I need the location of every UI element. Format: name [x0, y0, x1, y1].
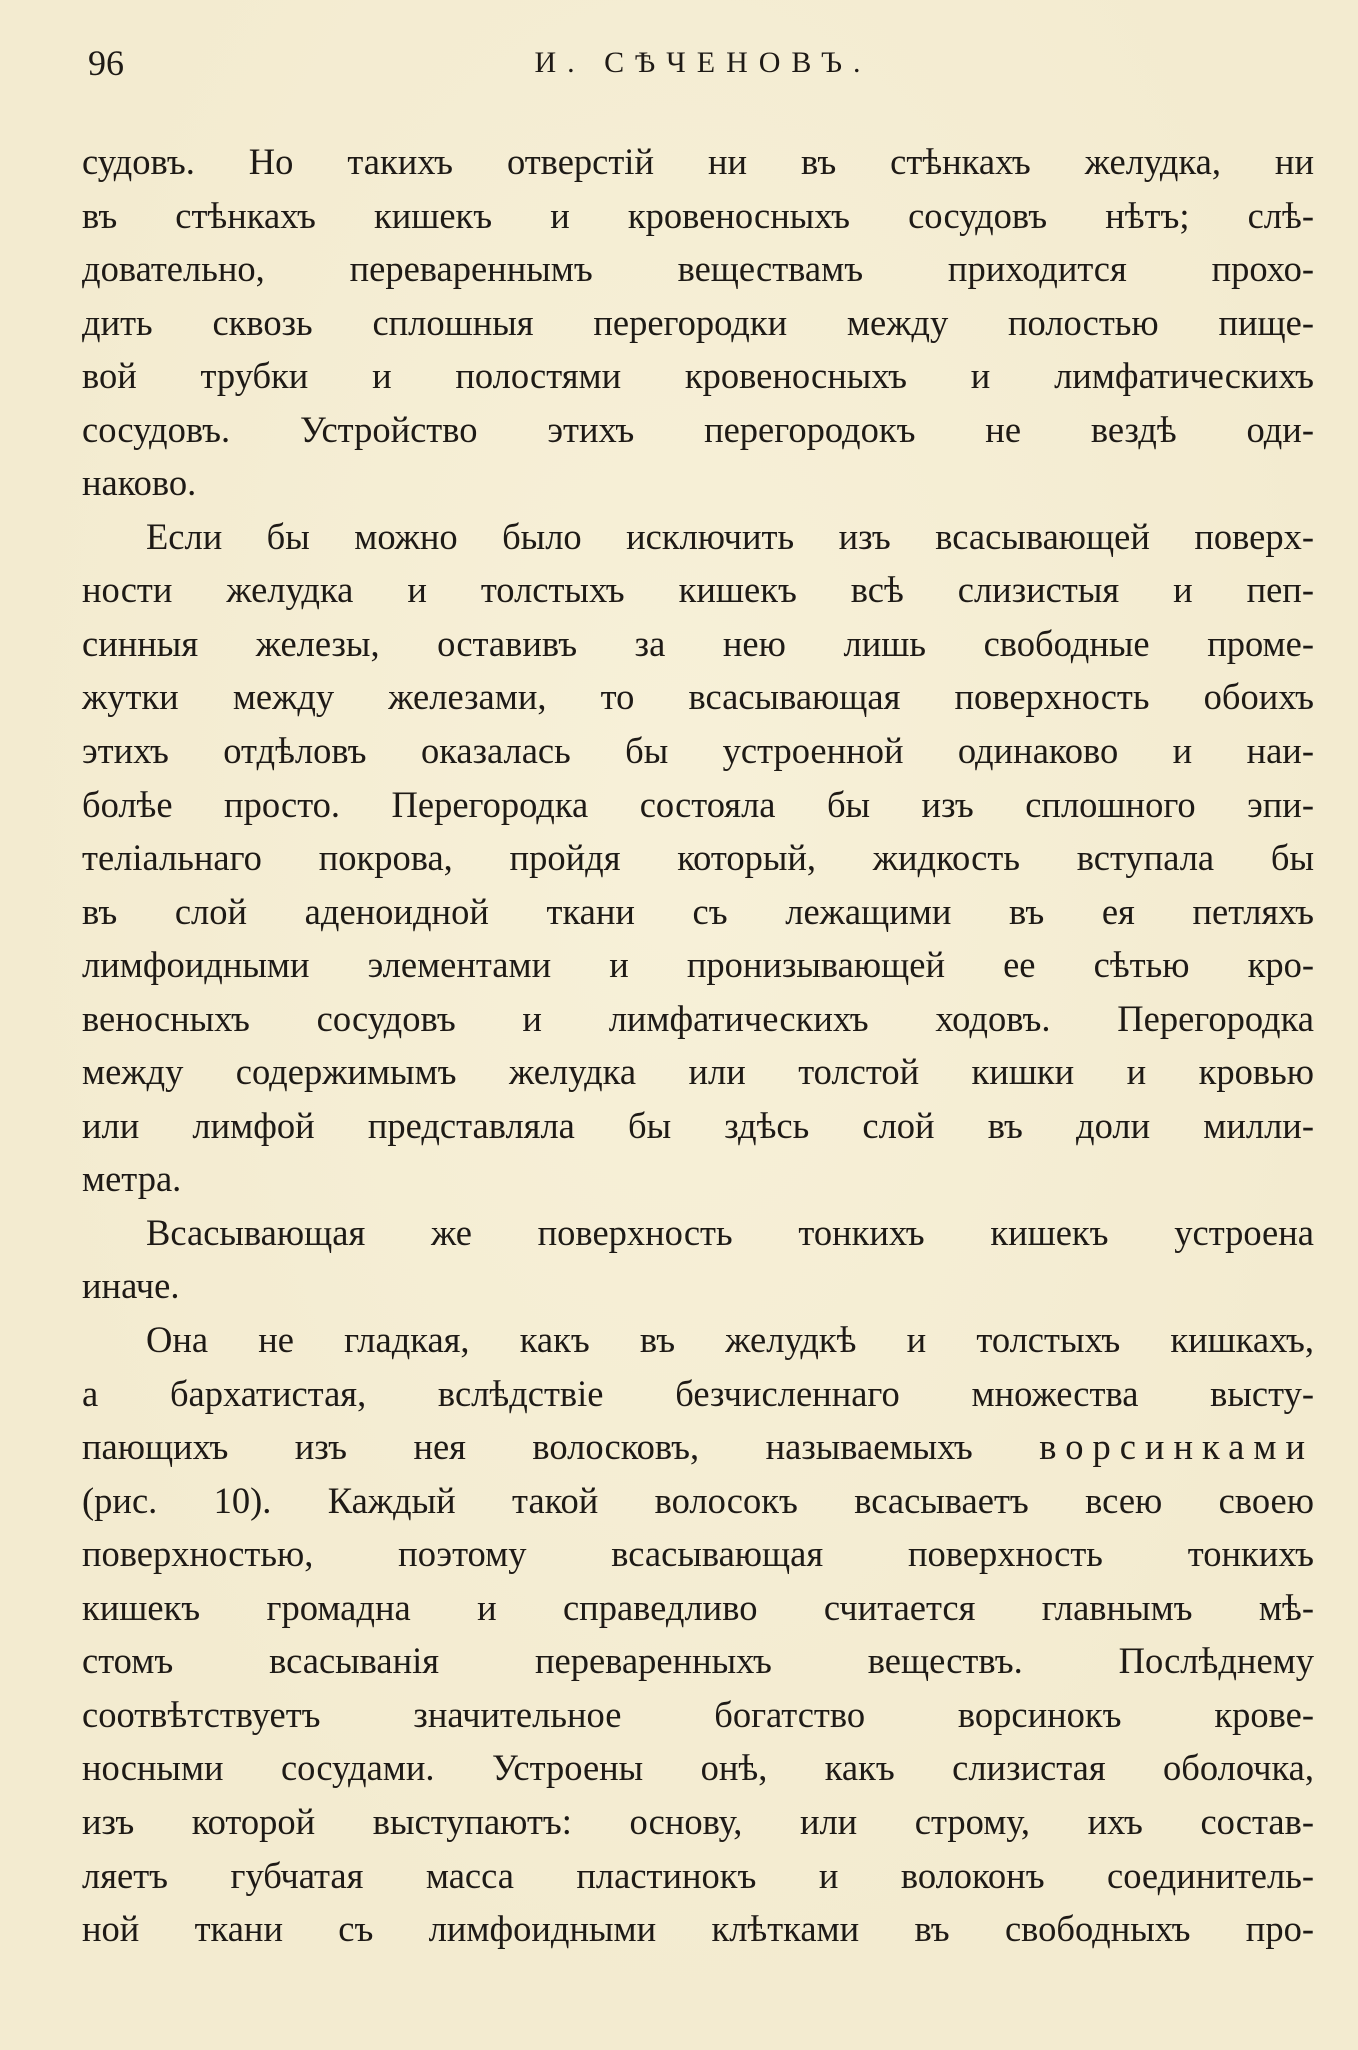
- text-line: иначе.: [82, 1265, 180, 1307]
- page-number: 96: [88, 43, 124, 83]
- text-segment: пающихъ изъ нея волосковъ, называемыхъ: [82, 1426, 973, 1468]
- text-line: Всасывающая же поверхность тонкихъ кишекъ устроена: [146, 1211, 1314, 1253]
- text-line: ляетъ губчатая масса пластинокъ и волоконъ соединитель-: [82, 1854, 1314, 1896]
- text-line: или лимфой представляла бы здѣсь слой въ доли милли-: [82, 1104, 1314, 1146]
- text-line: стомъ всасыванія переваренныхъ веществъ. Послѣднему: [82, 1640, 1314, 1682]
- text-line: вой трубки и полостями кровеносныхъ и лимфатическихъ: [82, 355, 1314, 397]
- text-line: а бархатистая, вслѣдствіе безчисленнаго множества высту-: [82, 1372, 1314, 1414]
- text-line: метра.: [82, 1158, 182, 1200]
- text-line: Она не гладкая, какъ въ желудкѣ и толстыхъ кишкахъ,: [146, 1319, 1314, 1361]
- text-line: Если бы можно было исключить изъ всасывающей поверх-: [146, 515, 1314, 557]
- text-line: (рис. 10). Каждый такой волосокъ всасываетъ всею своею: [82, 1479, 1314, 1521]
- text-line: въ слой аденоидной ткани съ лежащими въ ея петляхъ: [82, 890, 1314, 932]
- text-line: судовъ. Но такихъ отверстій ни въ стѣнкахъ желудка, ни: [82, 141, 1314, 182]
- text-line: въ стѣнкахъ кишекъ и кровеносныхъ сосудовъ нѣтъ; слѣ-: [82, 194, 1314, 236]
- running-head: И. СѢЧЕНОВЪ.: [534, 46, 872, 79]
- text-line-with-emphasis: [82, 1420, 1314, 1474]
- emphasized-term: ворсинками: [1039, 1426, 1315, 1468]
- text-line: теліальнаго покрова, пройдя который, жидкость вступала бы: [82, 837, 1314, 879]
- text-line: поверхностью, поэтому всасывающая поверхность тонкихъ: [82, 1533, 1314, 1575]
- text-line: соотвѣтствуетъ значительное богатство ворсинокъ крове-: [82, 1693, 1314, 1735]
- text-line: сосудовъ. Устройство этихъ перегородокъ не вездѣ оди-: [82, 408, 1314, 450]
- text-line: кишекъ громадна и справедливо считается главнымъ мѣ-: [82, 1586, 1314, 1628]
- text-line: ности желудка и толстыхъ кишекъ всѣ слизистыя и пеп-: [82, 569, 1314, 611]
- page-header: [88, 38, 1318, 88]
- text-line: дить сквозь сплошныя перегородки между полостью пище-: [82, 301, 1314, 343]
- text-line: между содержимымъ желудка или толстой кишки и кровью: [82, 1051, 1314, 1093]
- text-line: этихъ отдѣловъ оказалась бы устроенной одинаково и наи-: [82, 730, 1314, 772]
- text-line: жутки между железами, то всасывающая поверхность обоихъ: [82, 676, 1314, 718]
- text-line: наково.: [82, 462, 197, 504]
- text-line: ной ткани съ лимфоидными клѣтками въ свободныхъ про-: [82, 1908, 1314, 1950]
- text-line: довательно, перевареннымъ веществамъ приходится прохо-: [82, 248, 1314, 290]
- text-line: веносныхъ сосудовъ и лимфатическихъ ходовъ. Перегородка: [82, 997, 1314, 1039]
- text-line: лимфоидными элементами и пронизывающей ее сѣтью кро-: [82, 944, 1314, 986]
- text-line: синныя железы, оставивъ за нею лишь свободные проме-: [82, 622, 1314, 664]
- text-line: изъ которой выступаютъ: основу, или строму, ихъ состав-: [82, 1800, 1314, 1842]
- body-text: [82, 135, 1314, 1956]
- text-line: носными сосудами. Устроены онѣ, какъ слизистая оболочка,: [82, 1747, 1314, 1789]
- text-line: болѣе просто. Перегородка состояла бы изъ сплошного эпи-: [82, 783, 1314, 825]
